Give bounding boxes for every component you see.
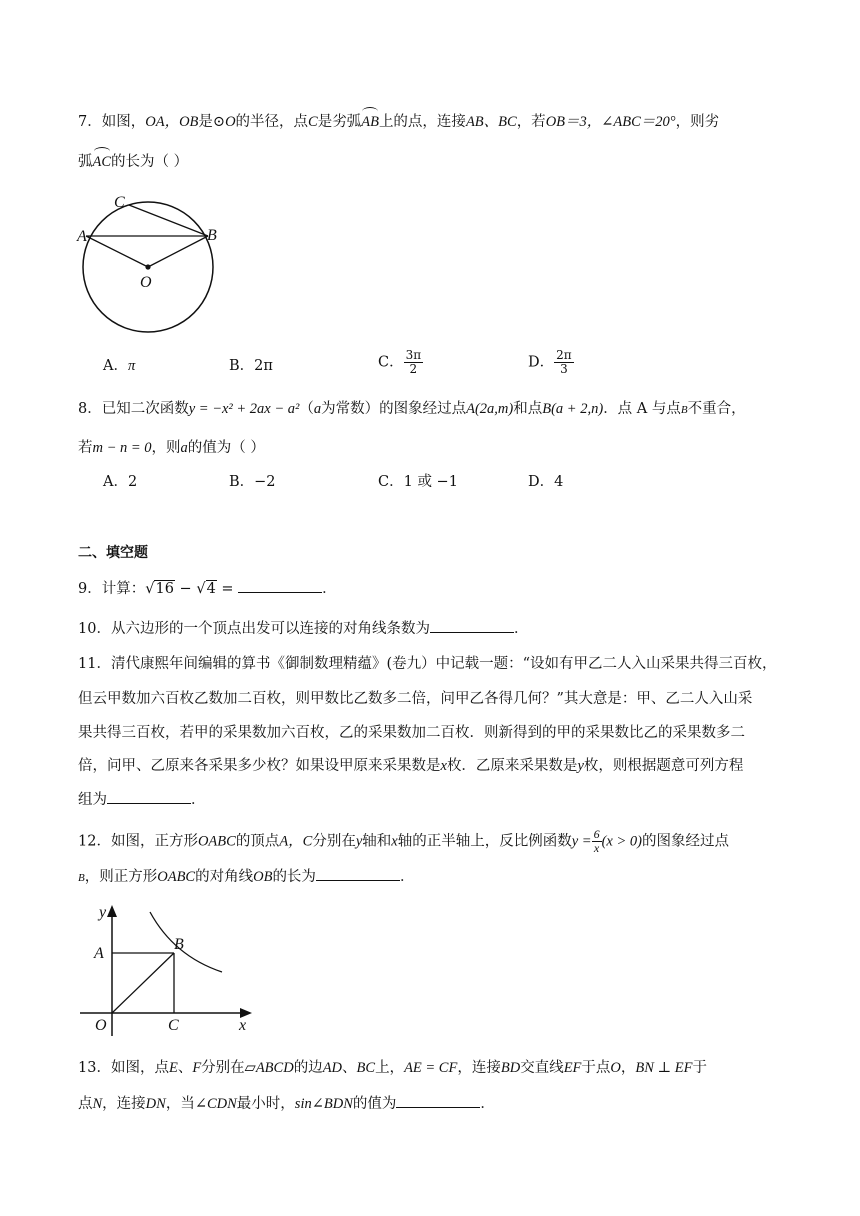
label-o: O (140, 274, 152, 291)
q9-text: ． (322, 581, 337, 597)
q11-text: ． (191, 792, 206, 808)
q8-text: ．点 A 与点 (603, 401, 681, 417)
q7-text: 弧 (78, 154, 93, 170)
chord-bc (129, 205, 208, 236)
q13-answer-blank[interactable] (396, 1093, 480, 1108)
q7-text: 的半径，点 (235, 114, 309, 130)
q8-math: m − n = 0 (92, 440, 152, 456)
q12-math: x (391, 833, 398, 850)
q12-text: 分别在 (312, 833, 356, 850)
q8-line2 (78, 438, 265, 458)
q8-math: a (180, 440, 188, 456)
q8-text: 8．已知二次函数 (78, 401, 189, 417)
q11-text: 倍，问甲、乙原来各采果多少枚？如果设甲原来采果数是 (78, 758, 441, 774)
q7-math: OA，OB (145, 114, 199, 130)
q13-math: DN (145, 1096, 166, 1112)
option-value: 4 (554, 474, 564, 490)
option-value: π (127, 358, 136, 374)
q13-text: ，连接 (102, 1096, 146, 1112)
q11-line1: 11．清代康熙年间编辑的算书《御制数理精蕴》(卷九）中记载一题：“设如有甲乙二人入山采果共得三百枚， (78, 656, 777, 672)
q12-text: 轴和 (362, 833, 392, 850)
q7-circle-figure (72, 188, 232, 348)
q8-text: （ (299, 401, 314, 417)
q12-text: 的图象经过点 (641, 833, 729, 850)
q13-math: EF (563, 1060, 582, 1076)
q7-text: 上的点，连接 (378, 114, 466, 130)
q10-text: 10．从六边形的一个顶点出发可以连接的对角线条数为 (78, 621, 430, 637)
q12-math: OABC (157, 869, 196, 885)
q12-coordinate-figure (76, 896, 266, 1041)
option-value: −2 (254, 474, 276, 490)
q13-math: O (610, 1060, 621, 1076)
q12-line2 (78, 866, 414, 888)
q11-text: 枚．乙原来采果数是 (446, 758, 578, 774)
radius-ob (148, 236, 208, 267)
q7-option-a[interactable] (103, 356, 135, 376)
q7-math: AB、BC (465, 114, 517, 130)
hyperbola-curve (150, 912, 222, 972)
option-letter: D． (528, 474, 555, 490)
q13-math: BC (356, 1060, 376, 1076)
q11-line5 (78, 789, 206, 810)
q13-line1 (78, 1058, 707, 1078)
q8-text: 为常数）的图象经过点 (321, 401, 467, 417)
label-o: O (95, 1017, 107, 1034)
option-letter: B． (229, 474, 255, 490)
q8-option-b[interactable] (229, 472, 276, 492)
q13-text: ． (480, 1096, 495, 1112)
q13-text: 13．如图，点 (78, 1060, 169, 1076)
q12-math: OB (253, 869, 273, 885)
q13-text: 分别在 (201, 1060, 245, 1076)
q8-option-c[interactable] (378, 472, 458, 492)
q13-text: 、 (342, 1060, 357, 1076)
q13-math: AD (322, 1060, 343, 1076)
sqrt-sign: √ (145, 581, 155, 597)
q13-text: ，连接 (457, 1060, 501, 1076)
q13-text: 于点 (581, 1060, 611, 1076)
q13-math: AE = CF (404, 1060, 458, 1076)
option-letter: C． (378, 474, 404, 490)
option-letter: A． (103, 474, 128, 490)
fraction-denominator: 3 (560, 362, 568, 376)
q10-line (78, 618, 528, 639)
q12-text: ，则正方形 (84, 869, 158, 885)
q8-math: y = −x² + 2ax − a² (188, 401, 300, 417)
q8-math: A(2a,m) (466, 401, 514, 417)
y-axis-arrow (107, 905, 117, 917)
q9-radicand: 16 (155, 581, 174, 597)
q12-text: 12．如图，正方形 (78, 833, 198, 850)
fraction-denominator: 2 (409, 362, 418, 376)
q7-text: 的长为（ ） (111, 154, 189, 170)
q11-line2: 但云甲数加六百枚乙数加二百枚，则甲数比乙数多二倍，问甲乙各得几何？”其大意是：甲、乙二人入山采 (78, 691, 753, 707)
q7-arc-ac: AC (92, 154, 112, 170)
q7-option-c[interactable] (378, 349, 423, 376)
q7-math: O (225, 114, 236, 130)
q12-math: y (355, 833, 363, 850)
option-value: 2π (254, 358, 273, 374)
q13-text: 于 (692, 1060, 708, 1076)
q13-math: BN ⊥ EF (635, 1060, 693, 1076)
q10-text: ． (513, 621, 529, 637)
q12-text: 的对角线 (195, 869, 254, 885)
q12-math: OABC (197, 833, 236, 850)
q11-math: x (440, 758, 447, 774)
center-point (145, 264, 150, 269)
q13-line2 (78, 1093, 495, 1114)
q7-arc-ab: AB (361, 114, 379, 130)
q7-option-d[interactable] (528, 349, 574, 376)
q13-math: sin∠BDN (294, 1096, 353, 1112)
option-letter: C． (378, 354, 404, 371)
q11-text: 组为 (78, 792, 107, 808)
q8-text: 若 (78, 440, 93, 456)
q12-answer-blank[interactable] (316, 866, 400, 881)
q7-text: 是⊙ (198, 114, 226, 130)
q10-answer-blank[interactable] (430, 618, 514, 633)
q13-text: 上， (375, 1060, 405, 1076)
label-a: A (94, 945, 104, 962)
q13-math: ▱ABCD (244, 1060, 294, 1076)
q7-line2 (78, 152, 188, 172)
label-x: x (239, 1017, 247, 1034)
q11-math: y (577, 758, 584, 774)
q8-math: B (680, 404, 688, 416)
q12-text: 的长为 (272, 869, 316, 885)
q12-text: ． (399, 869, 415, 885)
q7-text: 7．如图， (78, 114, 146, 130)
q13-math: BD (500, 1060, 521, 1076)
section-heading: 二、填空题 (78, 545, 148, 561)
option-value: 2 (127, 474, 138, 490)
q11-answer-blank[interactable] (107, 789, 191, 804)
q13-text: 交直线 (520, 1060, 564, 1076)
q7-text: ，则劣 (675, 114, 720, 130)
option-fraction (554, 349, 574, 376)
sqrt-sign: √ (196, 581, 206, 597)
q12-math: B (78, 872, 85, 884)
fraction-numerator: 3π (405, 348, 422, 362)
q13-text: ，当 (165, 1096, 195, 1112)
q8-text: 不重合， (687, 401, 746, 417)
q9-text: − (174, 581, 197, 597)
q9-text: = (216, 581, 239, 597)
q9-line (78, 578, 337, 599)
q13-text: 的边 (293, 1060, 323, 1076)
q8-option-a[interactable] (103, 472, 137, 492)
q13-math: F (192, 1060, 202, 1076)
q11-line3: 果共得三百枚，若甲的采果数加六百枚，乙的采果数加二百枚．则新得到的甲的采果数比乙的采果数多二 (78, 725, 745, 741)
q8-line1 (78, 399, 746, 420)
option-fraction (404, 349, 424, 376)
q8-text: 和点 (513, 401, 543, 417)
q13-math: E (168, 1060, 178, 1076)
q8-math: B(a + 2,n) (542, 401, 604, 417)
q12-fraction (592, 828, 602, 855)
q12-text: 轴的正半轴上，反比例函数 (397, 833, 572, 850)
q13-text: 的值为 (352, 1096, 397, 1112)
q9-answer-blank[interactable] (238, 578, 322, 593)
fraction-denominator: x (593, 841, 600, 855)
q8-math: a (313, 401, 322, 417)
q12-math: (x > 0) (601, 833, 642, 850)
q13-text: ， (620, 1060, 636, 1076)
q12-math: A，C (279, 833, 313, 850)
label-b: B (174, 936, 184, 953)
q13-text: 、 (177, 1060, 193, 1076)
q7-text: ，若 (516, 114, 546, 130)
fraction-numerator: 2π (556, 348, 572, 362)
q7-option-b[interactable] (229, 356, 273, 376)
q8-text: ，则 (151, 440, 181, 456)
q8-option-d[interactable] (528, 472, 563, 492)
q12-text: 的顶点 (235, 833, 280, 850)
q13-math: ∠CDN (194, 1096, 237, 1112)
diagonal-ob (112, 953, 174, 1013)
q11-text: 枚，则根据题意可列方程 (583, 758, 744, 774)
q7-text: 是劣弧 (317, 114, 362, 130)
label-a: A (77, 228, 87, 245)
label-b: B (207, 227, 217, 244)
option-letter: D． (528, 354, 555, 371)
radius-oa (86, 236, 148, 267)
q13-math: N (92, 1096, 103, 1112)
label-c: C (168, 1017, 179, 1034)
q8-text: 的值为（ ） (187, 440, 265, 456)
q7-math: C (308, 114, 318, 130)
option-value: 1 或 −1 (403, 474, 458, 490)
q9-text: 9．计算： (78, 581, 146, 597)
q11-line4 (78, 756, 743, 776)
q7-line1 (78, 112, 719, 132)
q12-line1 (78, 828, 729, 855)
option-letter: A． (103, 358, 128, 374)
fraction-numerator: 6 (593, 827, 600, 841)
label-c: C (114, 194, 125, 211)
q13-text: 最小时， (236, 1096, 295, 1112)
label-y: y (99, 904, 107, 921)
option-letter: B． (229, 358, 255, 374)
q12-math: y = (571, 833, 592, 850)
q7-math: OB＝3，∠ABC＝20° (545, 114, 676, 130)
q13-text: 点 (78, 1096, 93, 1112)
q9-radicand: 4 (206, 581, 216, 597)
